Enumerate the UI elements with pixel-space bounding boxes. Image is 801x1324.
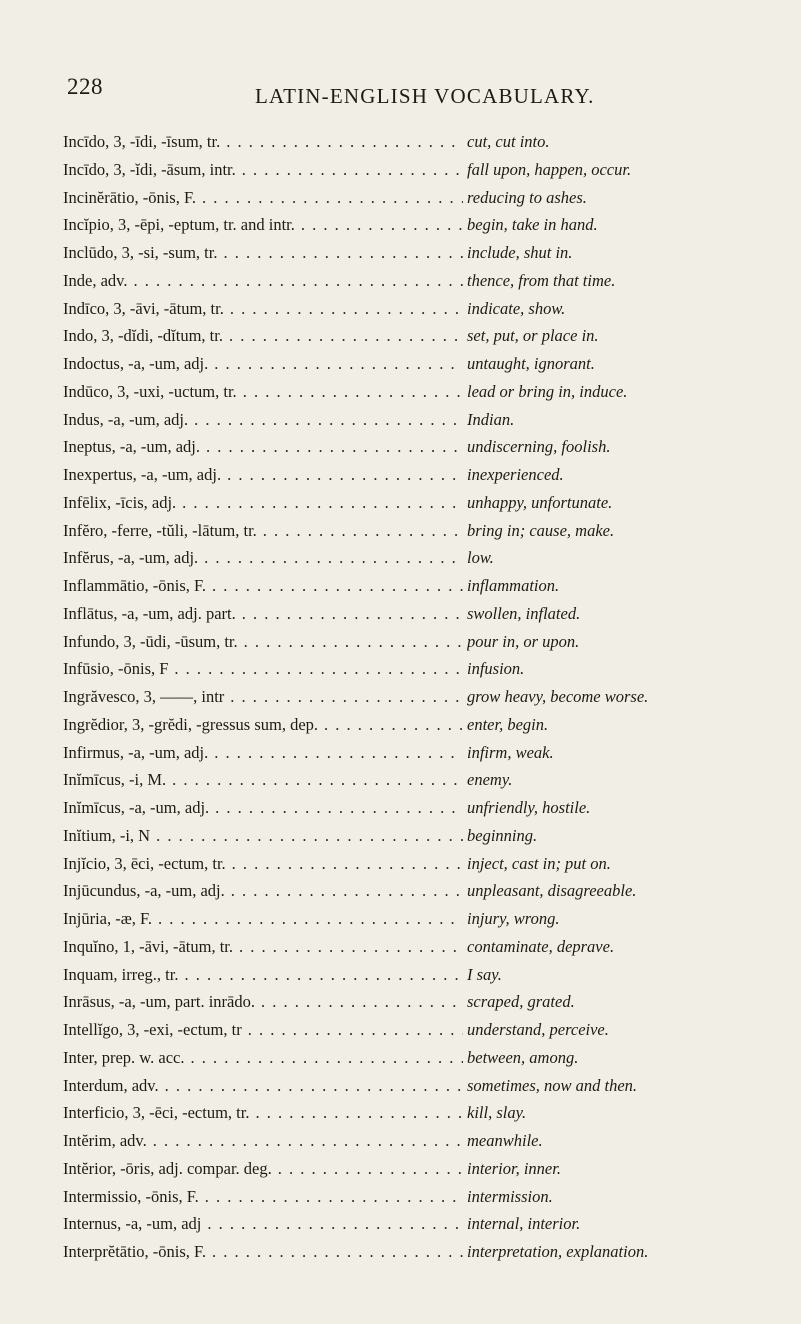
dot-leader (232, 850, 463, 878)
dot-leader (230, 683, 463, 711)
entry-headword: Incĭpio, 3, -ēpi, -eptum, tr. and intr. (63, 215, 295, 235)
dot-leader (231, 877, 463, 905)
entry-headword: Infirmus, -a, -um, adj. (63, 742, 209, 762)
dot-leader (153, 1127, 463, 1155)
entry-meaning: unpleasant, disagreeable. (467, 881, 637, 901)
entry-meaning: pour in, or upon. (467, 631, 580, 651)
vocabulary-entry (63, 628, 718, 656)
dot-leader (239, 933, 463, 961)
entry-headword: Ingrĕdior, 3, -grĕdi, -gressus sum, dep. (63, 714, 319, 734)
vocabulary-entry (63, 128, 718, 156)
dot-leader (172, 766, 463, 794)
dot-leader (158, 905, 463, 933)
dot-leader (261, 988, 463, 1016)
entry-meaning: infirm, weak. (467, 742, 554, 762)
entry-headword: Inflātus, -a, -um, adj. part. (63, 603, 236, 623)
entry-meaning: indicate, show. (467, 298, 566, 318)
entry-headword: Inĭmīcus, -i, M. (63, 770, 167, 790)
dot-leader (324, 711, 463, 739)
vocabulary-entry (63, 156, 718, 184)
dot-leader (263, 517, 463, 545)
vocabulary-entry (63, 1210, 718, 1238)
entry-headword: Ingrăvesco, 3, ——, intr (63, 687, 225, 706)
vocabulary-entry (63, 1155, 718, 1183)
entry-meaning: unhappy, unfortunate. (467, 492, 613, 512)
vocabulary-entry (63, 489, 718, 517)
entry-headword: Infēlix, -īcis, adj. (63, 492, 177, 512)
entry-meaning: cut, cut into. (467, 132, 550, 151)
vocabulary-entry (63, 600, 718, 628)
dot-leader (214, 739, 463, 767)
dot-leader (226, 128, 463, 156)
dot-leader (230, 295, 463, 323)
dot-leader (205, 1183, 463, 1211)
dot-leader (194, 406, 463, 434)
vocabulary-entry (63, 572, 718, 600)
entry-headword: Inflammātio, -ōnis, F. (63, 576, 207, 595)
entry-meaning: interior, inner. (467, 1158, 561, 1178)
entry-headword: Intellĭgo, 3, -exi, -ectum, tr (63, 1020, 242, 1039)
dot-leader (301, 211, 463, 239)
vocabulary-entry (63, 988, 718, 1016)
vocabulary-entry (63, 711, 718, 739)
entry-meaning: fall upon, happen, occur. (467, 159, 632, 179)
dot-leader (207, 1210, 463, 1238)
entry-meaning: intermission. (467, 1186, 553, 1206)
running-head: LATIN-ENGLISH VOCABULARY. (255, 84, 595, 108)
dot-leader (214, 350, 463, 378)
vocabulary-entry (63, 1127, 718, 1155)
vocabulary-entry (63, 683, 718, 711)
vocabulary-entry (63, 739, 718, 767)
entry-meaning: beginning. (467, 825, 538, 845)
dot-leader (182, 489, 463, 517)
entry-headword: Indoctus, -a, -um, adj. (63, 354, 209, 373)
dot-leader (229, 322, 463, 350)
dot-leader (227, 461, 463, 489)
vocabulary-entry (63, 905, 718, 933)
dot-leader (212, 1238, 463, 1266)
dot-leader (244, 628, 463, 656)
entry-headword: Indo, 3, -dĭdi, -dĭtum, tr. (63, 326, 223, 346)
entry-meaning: infusion. (467, 659, 525, 679)
dot-leader (242, 156, 463, 184)
entry-meaning: inexperienced. (467, 465, 564, 484)
entry-meaning: sometimes, now and then. (467, 1075, 638, 1095)
vocabulary-entry (63, 239, 718, 267)
vocabulary-entry (63, 378, 718, 406)
vocabulary-entry (63, 267, 718, 295)
vocabulary-entry (63, 1044, 718, 1072)
dot-leader (215, 794, 463, 822)
entry-headword: Inclūdo, 3, -si, -sum, tr. (63, 243, 218, 262)
dot-leader (206, 433, 463, 461)
vocabulary-entry (63, 1238, 718, 1266)
entry-meaning: enter, begin. (467, 714, 549, 734)
vocabulary-entry (63, 350, 718, 378)
entry-headword: Infundo, 3, -ūdi, -ūsum, tr. (63, 631, 238, 651)
entry-headword: Interficio, 3, -ēci, -ectum, tr. (63, 1103, 250, 1123)
entry-headword: Indus, -a, -um, adj. (63, 409, 189, 429)
vocabulary-entry (63, 766, 718, 794)
entry-meaning: interpretation, explanation. (467, 1242, 649, 1261)
entry-headword: Indīco, 3, -āvi, -ātum, tr. (63, 298, 224, 318)
entry-meaning: internal, interior. (467, 1214, 581, 1234)
vocabulary-entry (63, 1099, 718, 1127)
entry-meaning: thence, from that time. (467, 270, 616, 290)
entry-headword: Incinĕrātio, -ōnis, F. (63, 187, 196, 207)
entry-meaning: inflammation. (467, 576, 560, 595)
vocabulary-entry (63, 850, 718, 878)
entry-meaning: enemy. (467, 770, 513, 790)
dot-leader (212, 572, 463, 600)
dot-leader (223, 239, 463, 267)
entry-headword: Intĕrim, adv. (63, 1131, 147, 1150)
vocabulary-entry (63, 184, 718, 212)
entry-headword: Inquĭno, 1, -āvi, -ātum, tr. (63, 936, 234, 956)
dot-leader (248, 1016, 463, 1044)
entry-headword: Inter, prep. w. acc. (63, 1047, 185, 1067)
vocabulary-list (63, 128, 718, 1266)
vocabulary-entry (63, 822, 718, 850)
entry-meaning: bring in; cause, make. (467, 520, 615, 540)
entry-headword: Inexpertus, -a, -um, adj. (63, 465, 222, 484)
entry-headword: Inquam, irreg., tr. (63, 964, 179, 984)
dot-leader (133, 267, 463, 295)
entry-headword: Injūria, -æ, F. (63, 909, 152, 928)
vocabulary-entry (63, 1072, 718, 1100)
entry-headword: Infĕro, -ferre, -tŭli, -lātum, tr. (63, 520, 257, 540)
vocabulary-entry (63, 517, 718, 545)
vocabulary-entry (63, 877, 718, 905)
entry-meaning: contaminate, deprave. (467, 936, 615, 956)
entry-meaning: kill, slay. (467, 1103, 527, 1123)
entry-headword: Intĕrior, -ōris, adj. compar. deg. (63, 1158, 272, 1178)
entry-headword: Internus, -a, -um, adj (63, 1214, 202, 1234)
entry-meaning: undiscerning, foolish. (467, 437, 611, 457)
dot-leader (278, 1155, 463, 1183)
vocabulary-entry (63, 322, 718, 350)
dot-leader (202, 184, 463, 212)
entry-meaning: I say. (467, 964, 502, 984)
vocabulary-entry (63, 544, 718, 572)
entry-meaning: unfriendly, hostile. (467, 798, 591, 817)
vocabulary-entry (63, 433, 718, 461)
dot-leader (165, 1072, 463, 1100)
vocabulary-entry (63, 655, 718, 683)
entry-headword: Intermissio, -ōnis, F. (63, 1186, 199, 1206)
vocabulary-entry (63, 794, 718, 822)
dot-leader (191, 1044, 464, 1072)
entry-headword: Interprĕtātio, -ōnis, F. (63, 1242, 207, 1261)
vocabulary-entry (63, 406, 718, 434)
vocabulary-entry (63, 933, 718, 961)
entry-headword: Infĕrus, -a, -um, adj. (63, 548, 199, 568)
entry-headword: Injĭcio, 3, ēci, -ectum, tr. (63, 853, 226, 873)
entry-meaning: include, shut in. (467, 243, 573, 262)
entry-headword: Injūcundus, -a, -um, adj. (63, 881, 225, 901)
entry-meaning: set, put, or place in. (467, 326, 599, 346)
entry-headword: Incīdo, 3, -ĭdi, -āsum, intr. (63, 159, 236, 179)
entry-meaning: swollen, inflated. (467, 603, 581, 623)
vocabulary-entry (63, 295, 718, 323)
entry-headword: Incīdo, 3, -īdi, -īsum, tr. (63, 132, 221, 151)
entry-headword: Inde, adv. (63, 270, 128, 290)
dot-leader (255, 1099, 463, 1127)
entry-meaning: grow heavy, become worse. (467, 687, 649, 706)
entry-meaning: understand, perceive. (467, 1020, 609, 1039)
entry-headword: Indūco, 3, -uxi, -uctum, tr. (63, 381, 237, 401)
dot-leader (243, 378, 463, 406)
entry-headword: Interdum, adv. (63, 1075, 159, 1095)
entry-meaning: meanwhile. (467, 1131, 543, 1150)
entry-meaning: inject, cast in; put on. (467, 853, 611, 873)
entry-meaning: low. (467, 548, 494, 568)
vocabulary-entry (63, 1016, 718, 1044)
entry-meaning: scraped, grated. (467, 992, 575, 1012)
vocabulary-entry (63, 461, 718, 489)
vocabulary-entry (63, 1183, 718, 1211)
entry-meaning: injury, wrong. (467, 909, 560, 928)
dot-leader (242, 600, 463, 628)
vocabulary-entry (63, 961, 718, 989)
page-number: 228 (67, 74, 103, 99)
entry-meaning: reducing to ashes. (467, 187, 587, 207)
entry-headword: Inĭmīcus, -a, -um, adj. (63, 798, 210, 817)
entry-headword: Ineptus, -a, -um, adj. (63, 437, 201, 457)
entry-meaning: begin, take in hand. (467, 215, 598, 235)
entry-meaning: between, among. (467, 1047, 579, 1067)
vocabulary-entry (63, 211, 718, 239)
entry-headword: Inĭtium, -i, N (63, 825, 151, 845)
dot-leader (156, 822, 463, 850)
dot-leader (174, 655, 463, 683)
entry-headword: Inrāsus, -a, -um, part. inrādo. (63, 992, 255, 1012)
dot-leader (204, 544, 463, 572)
entry-meaning: lead or bring in, induce. (467, 381, 628, 401)
entry-headword: Infūsio, -ōnis, F (63, 659, 169, 679)
dot-leader (184, 961, 463, 989)
entry-meaning: untaught, ignorant. (467, 354, 595, 373)
entry-meaning: Indian. (467, 409, 515, 429)
